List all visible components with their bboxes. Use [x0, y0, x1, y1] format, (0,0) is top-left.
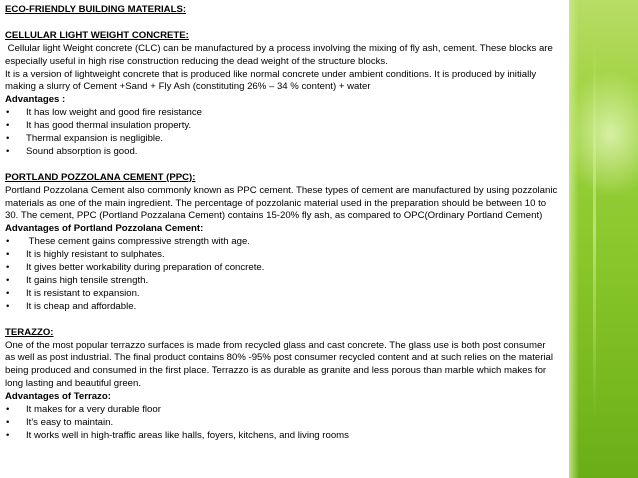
ppc-paragraph-1: Portland Pozzolana Cement also commonly known as PPC cement. These types of cement are manufactured by using pozzolanic materials as one of the main ingredient. The percentage of pozzolanic material used in the preparation should be between 10 to 30. The cement, PPC (Portland Pozzalana Cement) contains 15-20% fly ash, as compared to OPC(Ordinary Portland Cement) [5, 184, 558, 222]
terazzo-paragraph-1: One of the most popular terrazzo surfaces is made from recycled glass and cast concrete. The glass use is both post consumer as well as post industrial. The final product contains 80% -95% post consumer recycled content and at such relies on the material being produced and consumed in the first place. Terrazzo is as durable as granite and less porous than marble which makes for long lasting and beautiful green. [5, 339, 554, 390]
section-heading-clc: CELLULAR LIGHT WEIGHT CONCRETE: [5, 29, 189, 41]
section-heading-ppc: PORTLAND POZZOLANA CEMENT (PPC): [5, 171, 196, 183]
bullet-icon: • [6, 300, 10, 312]
list-item: • It's easy to maintain. [6, 416, 114, 428]
slide-content [5, 4, 558, 443]
bullet-icon: • [6, 287, 10, 299]
clc-advantages-list [5, 107, 558, 159]
list-item: • It is cheap and affordable. [6, 300, 137, 312]
bullet-icon: • [6, 416, 10, 428]
bullet-icon: • [6, 236, 10, 248]
list-item: • Thermal expansion is negligible. [6, 133, 164, 145]
bullet-icon: • [6, 262, 10, 274]
clc-paragraph-1: Cellular light Weight concrete (CLC) can be manufactured by a process involving the mixing of fly ash, cement. These blocks are especially useful in high rise construction reducing the dead weight of the structure blocks. [5, 42, 556, 67]
list-item: • It has good thermal insulation property. [6, 120, 192, 132]
list-item: • These cement gains compressive strength with age. [6, 236, 250, 248]
bullet-icon: • [6, 133, 10, 145]
sidebar-light-streak [593, 40, 596, 420]
bullet-icon: • [6, 404, 10, 416]
clc-paragraph-2: It is a version of lightweight concrete that is produced like normal concrete under ambient conditions. It is produced by initially making a slurry of Cement +Sand + Fly Ash (constituting 26% – 34 % content) + water [5, 68, 537, 93]
bullet-icon: • [6, 249, 10, 261]
list-item: • It is resistant to expansion. [6, 287, 140, 299]
ppc-advantages-label: Advantages of Portland Pozzolana Cement: [5, 223, 204, 235]
green-decorative-sidebar [569, 0, 638, 478]
slide-title: ECO-FRIENDLY BUILDING MATERIALS: [5, 4, 187, 15]
clc-advantages-label: Advantages : [5, 94, 66, 106]
list-item: • Sound absorption is good. [6, 145, 138, 157]
bullet-icon: • [6, 120, 10, 132]
list-item: • It has low weight and good fire resistance [6, 107, 202, 119]
section-heading-terazzo: TERAZZO: [5, 326, 54, 338]
list-item: • It works well in high-traffic areas like halls, foyers, kitchens, and living rooms [6, 429, 349, 441]
terazzo-advantages-list [5, 404, 558, 443]
bullet-icon: • [6, 275, 10, 286]
spacer [5, 159, 558, 172]
spacer [5, 314, 558, 327]
list-item: • It gains high tensile strength. [6, 275, 149, 286]
spacer [5, 17, 558, 30]
bullet-icon: • [6, 429, 10, 441]
bullet-icon: • [6, 145, 10, 157]
bullet-icon: • [6, 107, 10, 119]
list-item: • It gives better workability during preparation of concrete. [6, 262, 265, 274]
terazzo-advantages-label: Advantages of Terrazo: [5, 391, 111, 403]
list-item: • It is highly resistant to sulphates. [6, 249, 165, 261]
list-item: • It makes for a very durable floor [6, 404, 161, 416]
sidebar-highlight [569, 0, 579, 478]
ppc-advantages-list [5, 236, 558, 313]
